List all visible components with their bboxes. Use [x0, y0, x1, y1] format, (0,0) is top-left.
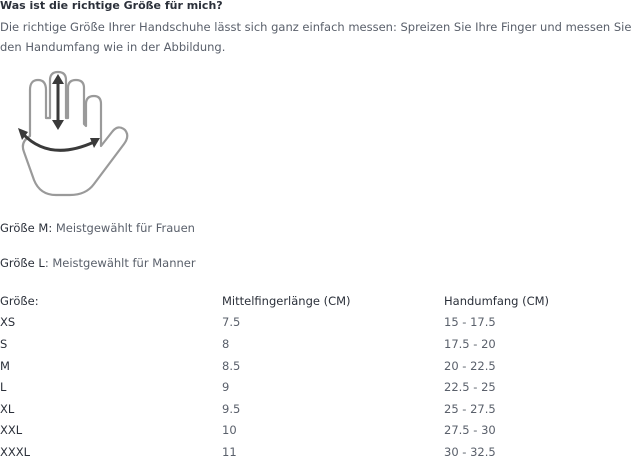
size-l-note — [0, 256, 196, 270]
circumference-cell: 22.5 - 25 — [444, 380, 496, 395]
finger-length-cell: 7.5 — [222, 315, 241, 330]
header-middle-finger-length: Mittelfingerlänge (CM) — [222, 293, 351, 308]
hand-outline — [23, 72, 127, 195]
table-row — [0, 376, 638, 398]
size-m-note — [0, 221, 195, 235]
circumference-cell: 17.5 - 20 — [444, 336, 496, 351]
table-row — [0, 441, 638, 463]
hand-measurement-icon — [10, 66, 134, 198]
size-table — [0, 290, 638, 463]
table-row — [0, 398, 638, 420]
size-cell: S — [0, 336, 8, 351]
size-cell: XXL — [0, 423, 23, 438]
table-row — [0, 312, 638, 334]
table-row — [0, 333, 638, 355]
circumference-cell: 25 - 27.5 — [444, 401, 496, 416]
intro-text: Die richtige Größe Ihrer Handschuhe lässt sich ganz einfach messen: Spreizen Sie Ihre Finger und messen Sie den Handumfang wie in der Abbildung. — [0, 20, 632, 54]
finger-length-cell: 8.5 — [222, 358, 241, 373]
size-cell: L — [0, 380, 7, 395]
finger-length-cell: 11 — [222, 444, 237, 459]
circumference-cell: 15 - 17.5 — [444, 315, 496, 330]
header-hand-circumference: Handumfang (CM) — [444, 293, 550, 308]
size-cell: M — [0, 358, 10, 373]
table-row — [0, 355, 638, 377]
finger-length-cell: 8 — [222, 336, 230, 351]
circumference-cell: 30 - 32.5 — [444, 444, 496, 459]
page-title: Was ist die richtige Größe für mich? — [0, 0, 223, 12]
size-cell: XL — [0, 401, 15, 416]
table-row — [0, 420, 638, 442]
header-size: Größe: — [0, 293, 39, 308]
size-cell: XXXL — [0, 444, 31, 459]
size-m-text: Meistgewählt für Frauen — [52, 221, 195, 235]
length-arrow — [52, 74, 64, 130]
size-m-label: Größe M: — [0, 221, 53, 235]
finger-length-cell: 9 — [222, 380, 230, 395]
circumference-cell: 20 - 22.5 — [444, 358, 496, 373]
finger-length-cell: 9.5 — [222, 401, 241, 416]
finger-length-cell: 10 — [222, 423, 237, 438]
table-header-row — [0, 290, 638, 312]
size-l-text: : Meistgewählt für Manner — [44, 256, 196, 270]
size-cell: XS — [0, 315, 16, 330]
size-l-label: Größe L — [0, 256, 45, 270]
circumference-cell: 27.5 - 30 — [444, 423, 496, 438]
